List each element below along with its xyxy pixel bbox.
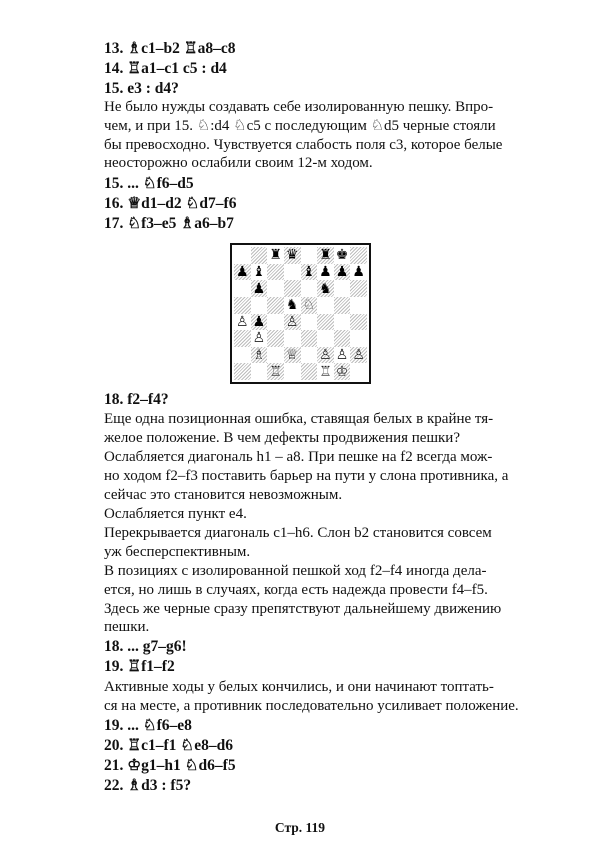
square-e8: [301, 247, 318, 264]
text-line: Еще одна позиционная ошибка, ставящая белых в крайне тя-: [104, 411, 494, 427]
square-b4: [251, 314, 268, 331]
move-line: 15. ... ♘f6–d5: [104, 175, 194, 192]
square-b7: [251, 264, 268, 281]
square-h1: [350, 363, 367, 380]
square-g8: [334, 247, 351, 264]
square-a1: [234, 363, 251, 380]
text-line: сейчас это становится невозможным.: [104, 486, 343, 503]
text-line: неосторожно ослабили своим 12-м ходом.: [104, 155, 373, 172]
square-f2: [317, 347, 334, 364]
piece-bN-f6: ♞: [319, 280, 332, 297]
square-e4: [301, 314, 318, 331]
move-line: 19. ♖f1–f2: [104, 658, 175, 675]
text-line: Не было нужды создавать себе изолированную пешку. Впро-: [104, 99, 494, 115]
square-c3: [267, 330, 284, 347]
square-e6: [301, 280, 318, 297]
square-f1: [317, 363, 334, 380]
square-g4: [334, 314, 351, 331]
square-a7: [234, 264, 251, 281]
square-h2: [350, 347, 367, 364]
text-line: Ослабляется диагональ h1 – a8. При пешке на f2 всегда мож-: [104, 449, 493, 465]
square-b6: [251, 280, 268, 297]
move-line: 13. ♗c1–b2 ♖a8–c8: [104, 40, 236, 57]
square-a6: [234, 280, 251, 297]
piece-wQ-d2: ♕: [285, 347, 299, 364]
square-g1: [334, 363, 351, 380]
commentary-paragraph-4: [104, 505, 523, 524]
square-h8: [350, 247, 367, 264]
text-line: Перекрывается диагональ c1–h6. Слон b2 становится совсем: [104, 525, 492, 541]
moves-block-2: [104, 174, 523, 234]
square-f8: [317, 247, 334, 264]
square-d2: [284, 347, 301, 364]
square-a2: [234, 347, 251, 364]
piece-bB-b7: ♝: [252, 263, 266, 280]
move-line: 18. f2–f4?: [104, 391, 169, 408]
square-e3: [301, 330, 318, 347]
text-line: ся на месте, а противник последовательно усиливает положение.: [104, 697, 519, 714]
square-f7: [317, 264, 334, 281]
piece-wP-f2: ♙: [319, 347, 332, 364]
commentary-paragraph-5: [104, 524, 523, 562]
square-d3: [284, 330, 301, 347]
square-b2: [251, 347, 268, 364]
square-e5: [301, 297, 318, 314]
square-b1: [251, 363, 268, 380]
move-line: 19. ... ♘f6–e8: [104, 717, 192, 734]
move-line: 18. ... g7–g6!: [104, 638, 187, 655]
square-c1: [267, 363, 284, 380]
piece-wP-a4: ♙: [236, 313, 249, 330]
square-b5: [251, 297, 268, 314]
move-line: 21. ♔g1–h1 ♘d6–f5: [104, 757, 236, 774]
square-e1: [301, 363, 318, 380]
square-g5: [334, 297, 351, 314]
text-line: чем, и при 15. ♘:d4 ♘c5 с последующим ♘d5 черные стояли: [104, 117, 496, 134]
piece-wP-b3: ♙: [252, 330, 266, 347]
square-a4: [234, 314, 251, 331]
text-line: Здесь же черные сразу препятствуют дальнейшему движению: [104, 600, 502, 617]
square-a3: [234, 330, 251, 347]
piece-bP-a7: ♟: [236, 263, 249, 280]
move-line: 16. ♕d1–d2 ♘d7–f6: [104, 195, 237, 212]
piece-bK-g8: ♚: [335, 247, 349, 264]
piece-bP-g7: ♟: [335, 263, 349, 280]
commentary-paragraph-2: [104, 410, 523, 448]
piece-bR-f8: ♜: [319, 247, 332, 264]
piece-bB-e7: ♝: [302, 263, 316, 280]
square-h6: [350, 280, 367, 297]
piece-wR-f1: ♖: [319, 363, 332, 380]
square-d1: [284, 363, 301, 380]
square-g3: [334, 330, 351, 347]
text-line: В позициях с изолированной пешкой ход f2–f4 иногда дела-: [104, 563, 487, 579]
square-h4: [350, 314, 367, 331]
commentary-paragraph-7: [104, 678, 523, 716]
piece-wN-e5: ♘: [302, 297, 316, 314]
text-line: Активные ходы у белых кончились, и они начинают топтать-: [104, 679, 494, 695]
text-line: Ослабляется пункт е4.: [104, 506, 247, 522]
text-line: бы превосходно. Чувствуется слабость поля c3, которое белые: [104, 136, 503, 153]
piece-bR-c8: ♜: [269, 247, 282, 264]
piece-wP-d4: ♙: [285, 313, 299, 330]
square-g7: [334, 264, 351, 281]
square-d7: [284, 264, 301, 281]
square-f5: [317, 297, 334, 314]
square-h7: [350, 264, 367, 281]
piece-bQ-d8: ♛: [285, 247, 299, 264]
square-f4: [317, 314, 334, 331]
square-a5: [234, 297, 251, 314]
move-line: 22. ♗d3 : f5?: [104, 777, 192, 794]
text-line: пешки.: [104, 619, 150, 636]
text-line: желое положение. В чем дефекты продвижения пешки?: [104, 429, 460, 446]
move-line: 20. ♖c1–f1 ♘e8–d6: [104, 737, 233, 754]
piece-wR-c1: ♖: [269, 363, 282, 380]
square-b3: [251, 330, 268, 347]
move-line: 14. ♖a1–c1 c5 : d4: [104, 60, 227, 77]
square-c6: [267, 280, 284, 297]
piece-bP-b4: ♟: [252, 313, 266, 330]
square-e2: [301, 347, 318, 364]
square-g6: [334, 280, 351, 297]
square-h5: [350, 297, 367, 314]
square-h3: [350, 330, 367, 347]
move-line: 17. ♘f3–e5 ♗a6–b7: [104, 215, 234, 232]
square-a8: [234, 247, 251, 264]
piece-wB-b2: ♗: [252, 347, 266, 364]
moves-block-1: [104, 39, 523, 99]
square-d8: [284, 247, 301, 264]
square-f6: [317, 280, 334, 297]
piece-wP-g2: ♙: [335, 347, 349, 364]
chess-board: [234, 247, 367, 380]
square-c4: [267, 314, 284, 331]
square-d5: [284, 297, 301, 314]
commentary-paragraph-1: [104, 98, 523, 173]
square-c2: [267, 347, 284, 364]
commentary-paragraph-3: [104, 448, 523, 504]
square-e7: [301, 264, 318, 281]
piece-wK-g1: ♔: [335, 363, 349, 380]
piece-bP-h7: ♟: [352, 263, 365, 280]
page-number: Стр. 119: [274, 820, 326, 835]
square-f3: [317, 330, 334, 347]
square-d6: [284, 280, 301, 297]
move-line: 15. e3 : d4?: [104, 80, 179, 97]
square-g2: [334, 347, 351, 364]
piece-bN-d5: ♞: [285, 297, 299, 314]
square-c8: [267, 247, 284, 264]
piece-bP-f7: ♟: [319, 263, 332, 280]
square-c5: [267, 297, 284, 314]
piece-wP-h2: ♙: [352, 347, 365, 364]
text-line: ется, но лишь в случаях, когда есть надежда провести f4–f5.: [104, 581, 488, 598]
chess-diagram: [230, 243, 371, 384]
square-c7: [267, 264, 284, 281]
move-18: [104, 390, 523, 410]
commentary-paragraph-6: [104, 562, 523, 637]
square-d4: [284, 314, 301, 331]
text-line: но ходом f2–f3 поставить барьер на пути у слона противника, а: [104, 467, 509, 484]
moves-block-3: [104, 637, 523, 677]
piece-bP-b6: ♟: [252, 280, 266, 297]
square-b8: [251, 247, 268, 264]
text-line: уж бесперспективным.: [104, 543, 251, 560]
moves-block-4: [104, 716, 523, 796]
